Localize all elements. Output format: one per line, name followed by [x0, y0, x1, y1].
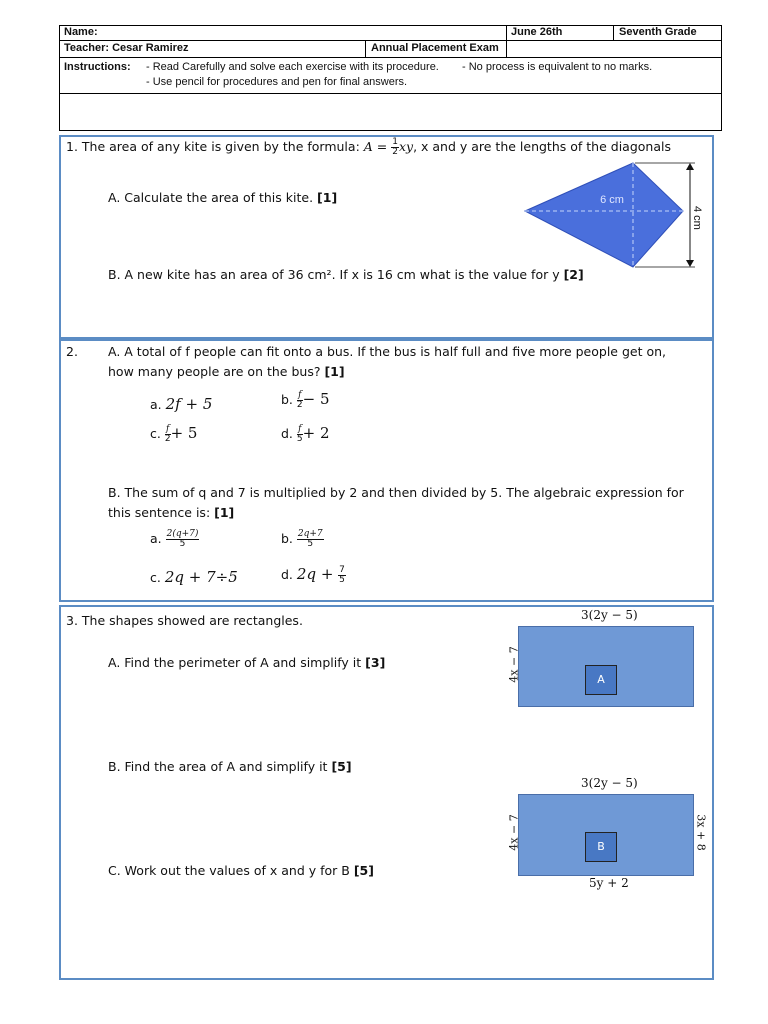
exam-header [59, 25, 722, 131]
kite-diagram [520, 158, 710, 276]
rect-b-right-label: 3x + 8 [694, 814, 708, 851]
exam-title: Annual Placement Exam [371, 42, 499, 54]
q2b-option-c: c. 2q + 7÷5 [150, 568, 238, 586]
kite-width-label: 6 cm [600, 194, 624, 206]
exam-date: June 26th [511, 26, 563, 38]
q2b-option-d: d. 2q + $\frac{7}{5}$ [281, 565, 345, 585]
q2a-option-b: b. $\frac{f}{2}$ − 5 [281, 390, 330, 410]
rect-b-left-label: 4x − 7 [507, 814, 521, 851]
name-label: Name: [64, 26, 98, 38]
kite-shape [525, 163, 683, 267]
instructions-label: Instructions: [64, 61, 131, 73]
q2a-option-a: a. 2f + 5 [150, 395, 213, 413]
q2b-option-b: b. $\frac{2q+7}{5}$ [281, 529, 323, 549]
rect-b-bottom-label: 5y + 2 [589, 876, 629, 890]
grade-label: Seventh Grade [619, 26, 697, 38]
q3-intro: 3. The shapes showed are rectangles. [66, 613, 303, 628]
q2-part-a-line2: how many people are on the bus? [1] [108, 364, 345, 379]
q1-intro: 1. The area of any kite is given by the formula: A = $\frac{1}{2}$ xy, x and y are the lengths of the diagonals [66, 137, 671, 157]
q2a-option-c: c. $\frac{f}{2}$ + 5 [150, 424, 198, 444]
instruction-2: - No process is equivalent to no marks. [462, 61, 653, 73]
rect-a-left-label: 4x − 7 [507, 646, 521, 683]
q2-part-b-line1: B. The sum of q and 7 is multiplied by 2 and then divided by 5. The algebraic expression for [108, 485, 684, 500]
rect-b-top-label: 3(2y − 5) [581, 776, 638, 790]
instruction-1: - Read Carefully and solve each exercise with its procedure. [146, 61, 439, 73]
q1-part-a: A. Calculate the area of this kite. [1] [108, 190, 338, 205]
kite-height-label: 4 cm [691, 206, 703, 230]
q1-part-b: B. A new kite has an area of 36 cm². If x is 16 cm what is the value for y [2] [108, 267, 584, 282]
instruction-3: - Use pencil for procedures and pen for final answers. [146, 76, 408, 88]
q3-part-c: C. Work out the values of x and y for B [5] [108, 863, 374, 878]
q2-part-a-line1: A. A total of f people can fit onto a bus. If the bus is half full and five more people get on, [108, 344, 667, 359]
rect-b-inner: B [585, 832, 617, 862]
q3-part-b: B. Find the area of A and simplify it [5] [108, 759, 352, 774]
rect-a-top-label: 3(2y − 5) [581, 608, 638, 622]
q2-part-b-line2: this sentence is: [1] [108, 505, 235, 520]
teacher-label: Teacher: Cesar Ramirez [64, 42, 189, 54]
q2a-option-d: d. $\frac{f}{5}$ + 2 [281, 424, 330, 444]
rect-a-inner: A [585, 665, 617, 695]
q3-part-a: A. Find the perimeter of A and simplify it [3] [108, 655, 386, 670]
q2-number: 2. [66, 344, 78, 359]
q2b-option-a: a. $\frac{2(q+7)}{5}$ [150, 529, 199, 549]
